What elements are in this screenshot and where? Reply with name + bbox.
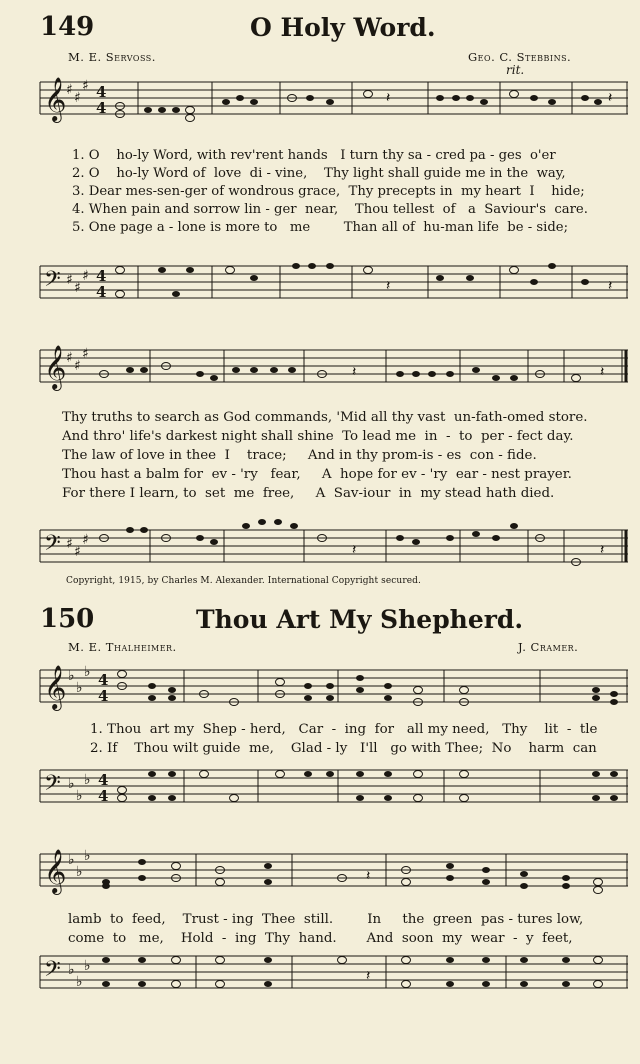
hymn-title: Thou Art My Shepherd. [196, 605, 524, 634]
verse-line: lamb to feed, Trust - ing Thee still. In the green pas - tures low, [68, 912, 584, 927]
svg-text:𝄽: 𝄽 [608, 278, 613, 294]
svg-text:𝄽: 𝄽 [366, 968, 371, 984]
svg-text:♭: ♭ [68, 852, 75, 868]
svg-text:♭: ♭ [84, 848, 91, 864]
svg-text:♯: ♯ [82, 346, 89, 362]
treble-staff [40, 345, 628, 390]
svg-text:♯: ♯ [74, 280, 81, 296]
svg-text:4: 4 [98, 687, 109, 705]
copyright-notice: Copyright, 1915, by Charles M. Alexander. International Copyright secured. [66, 576, 421, 586]
svg-text:♯: ♯ [74, 358, 81, 374]
svg-text:𝄽: 𝄽 [352, 364, 357, 380]
svg-text:𝄽: 𝄽 [608, 90, 613, 106]
verse-line: 1. Thou art my Shep - herd, Car - ing for all my need, Thy lit - tle [90, 722, 598, 737]
verse-line: 4. When pain and sorrow lin - ger near, Thou tellest of a Saviour's care. [72, 202, 588, 217]
verse-line: 2. If Thou wilt guide me, Glad - ly I'll go with Thee; No harm can [90, 741, 597, 756]
hymn-number: 149 [40, 12, 95, 42]
treble-staff [40, 77, 628, 122]
svg-text:♯: ♯ [66, 350, 73, 366]
verse-line: Thy truths to search as God commands, 'Mid all thy vast un-fath-omed store. [62, 410, 588, 425]
svg-text:𝄢: 𝄢 [44, 531, 61, 561]
treble-staff [40, 664, 628, 710]
svg-text:4: 4 [98, 671, 109, 689]
bass-staff [40, 956, 628, 996]
svg-text:4: 4 [96, 83, 107, 101]
svg-text:𝄢: 𝄢 [44, 267, 61, 297]
verse-line: And thro' life's darkest night shall shine To lead me in - to per - fect day. [62, 429, 574, 444]
svg-text:♭: ♭ [76, 974, 83, 990]
svg-text:4: 4 [96, 283, 107, 301]
svg-text:♭: ♭ [68, 776, 75, 792]
svg-text:4: 4 [98, 787, 109, 805]
verse-line: For there I learn, to set me free, A Sav-iour in my stead hath died. [62, 486, 555, 501]
verse-line: 2. O ho-ly Word of love di - vine, Thy light shall guide me in the way, [72, 166, 566, 181]
composer-credit: J. Cramer. [518, 640, 579, 654]
verse-line: The law of love in thee I trace; And in thy prom-is - es con - fide. [62, 448, 537, 463]
svg-text:𝄽: 𝄽 [386, 278, 391, 294]
lyricist-credit: M. E. Servoss. [68, 50, 156, 64]
svg-text:♯: ♯ [66, 82, 73, 98]
verse-line: Thou hast a balm for ev - 'ry fear, A hope for ev - 'ry ear - nest prayer. [62, 467, 572, 482]
svg-text:4: 4 [96, 99, 107, 117]
svg-text:𝄽: 𝄽 [600, 542, 605, 558]
svg-text:𝄽: 𝄽 [352, 542, 357, 558]
svg-text:𝄽: 𝄽 [386, 90, 391, 106]
treble-staff [40, 848, 628, 894]
svg-text:𝄞: 𝄞 [44, 849, 67, 893]
verse-line: 5. One page a - lone is more to me Than all of hu-man life be - side; [72, 220, 569, 235]
svg-text:4: 4 [96, 267, 107, 285]
svg-text:𝄽: 𝄽 [600, 364, 605, 380]
svg-text:𝄢: 𝄢 [44, 771, 61, 801]
ritardando-marking: rit. [506, 63, 525, 77]
svg-text:♯: ♯ [66, 536, 73, 552]
svg-text:♯: ♯ [82, 532, 89, 548]
lyricist-credit: M. E. Thalheimer. [68, 640, 177, 654]
svg-text:𝄢: 𝄢 [44, 957, 61, 987]
svg-text:♯: ♯ [74, 544, 81, 560]
composer-credit: Geo. C. Stebbins. [468, 50, 572, 64]
bass-staff [40, 530, 628, 570]
svg-text:♯: ♯ [74, 90, 81, 106]
svg-text:♭: ♭ [68, 962, 75, 978]
svg-text:♭: ♭ [84, 772, 91, 788]
svg-text:𝄞: 𝄞 [44, 665, 67, 709]
svg-text:♭: ♭ [84, 664, 91, 680]
svg-text:4: 4 [98, 771, 109, 789]
bass-staff [40, 266, 628, 306]
svg-text:♯: ♯ [82, 268, 89, 284]
svg-text:♭: ♭ [76, 788, 83, 804]
verse-line: 1. O ho-ly Word, with rev'rent hands I turn thy sa - cred pa - ges o'er [72, 148, 556, 163]
bass-staff [40, 770, 628, 810]
svg-text:♯: ♯ [82, 78, 89, 94]
svg-text:♭: ♭ [76, 864, 83, 880]
hymn-title: O Holy Word. [250, 13, 436, 42]
svg-text:𝄽: 𝄽 [366, 868, 371, 884]
svg-text:𝄞: 𝄞 [44, 77, 67, 121]
hymn-number: 150 [40, 604, 95, 634]
svg-text:♭: ♭ [84, 958, 91, 974]
verse-line: 3. Dear mes-sen-ger of wondrous grace, Thy precepts in my heart I hide; [72, 184, 585, 199]
svg-text:♭: ♭ [76, 680, 83, 696]
svg-text:♯: ♯ [66, 272, 73, 288]
verse-line: come to me, Hold - ing Thy hand. And soon my wear - y feet, [68, 931, 573, 946]
svg-text:𝄞: 𝄞 [44, 345, 67, 389]
svg-text:♭: ♭ [68, 668, 75, 684]
